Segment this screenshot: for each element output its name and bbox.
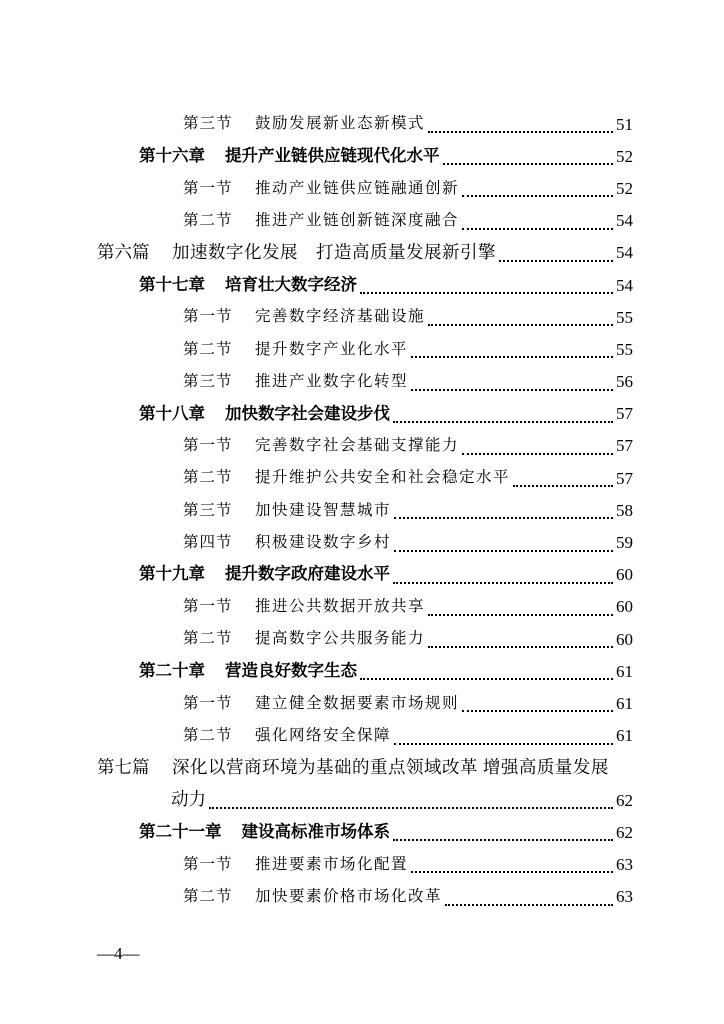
dot-leader (428, 602, 613, 616)
toc-entry-page: 61 (616, 726, 633, 746)
toc-entry-number: 第十六章 (139, 146, 205, 166)
toc-entry-number: 第十八章 (139, 403, 205, 423)
toc-entry-number: 第六篇 (97, 242, 150, 263)
dot-leader (394, 505, 613, 519)
toc-entry-page: 63 (616, 854, 633, 874)
toc-entry-number: 第三节 (183, 500, 233, 519)
toc-entry-section[interactable] (0, 333, 724, 365)
toc-entry-page: 61 (616, 661, 633, 681)
toc-entry-number: 第一节 (183, 436, 233, 455)
toc-entry-section[interactable] (0, 526, 724, 558)
toc-entry-page: 57 (616, 404, 633, 424)
dot-leader (393, 827, 613, 841)
toc-entry-chapter[interactable] (0, 398, 724, 430)
toc-entry-section[interactable] (0, 623, 724, 655)
toc-entry-section[interactable] (0, 430, 724, 462)
toc-entry-title: 鼓励发展新业态新模式 (255, 114, 426, 133)
dot-leader (513, 473, 613, 487)
toc-entry-page: 62 (616, 790, 633, 810)
toc-entry-page: 62 (616, 822, 633, 842)
toc-entry-part[interactable] (0, 237, 724, 269)
toc-entry-number: 第二节 (183, 886, 233, 905)
toc-entry-section[interactable] (0, 462, 724, 494)
toc-entry-title: 加快数字社会建设步伐 (225, 403, 390, 423)
dot-leader (462, 441, 613, 455)
toc-entry-continuation[interactable] (0, 784, 724, 816)
toc-entry-section[interactable] (0, 881, 724, 913)
toc-entry-page: 55 (616, 339, 633, 359)
dot-leader (360, 280, 613, 294)
toc-entry-title: 加速数字化发展 打造高质量发展新引擎 (172, 242, 496, 263)
dot-leader (393, 570, 613, 584)
toc-entry-page: 52 (616, 146, 633, 166)
toc-entry-chapter[interactable] (0, 559, 724, 591)
toc-entry-title: 提升产业链供应链现代化水平 (225, 146, 440, 166)
toc-entry-section[interactable] (0, 172, 724, 204)
toc-entry-page: 61 (616, 693, 633, 713)
dot-leader (411, 377, 613, 391)
toc-entry-page: 52 (616, 178, 633, 198)
dot-leader (393, 409, 613, 423)
toc-entry-number: 第二节 (183, 725, 233, 744)
dot-leader (394, 731, 613, 745)
dot-leader (462, 698, 613, 712)
toc-entry-title: 营造良好数字生态 (225, 661, 357, 681)
toc-entry-page: 55 (616, 307, 633, 327)
toc-entry-title: 提升数字产业化水平 (255, 339, 409, 358)
toc-entry-title: 推进产业链创新链深度融合 (255, 210, 460, 229)
toc-entry-section[interactable] (0, 108, 724, 140)
dot-leader (428, 634, 613, 648)
toc-entry-title: 培育壮大数字经济 (225, 274, 357, 294)
toc-entry-section[interactable] (0, 687, 724, 719)
toc-entry-number: 第一节 (183, 693, 233, 712)
toc-entry-number: 第一节 (183, 307, 233, 326)
dot-leader (411, 859, 613, 873)
toc-entry-title: 推进产业数字化转型 (255, 371, 409, 390)
toc-entry-page: 59 (616, 533, 633, 553)
toc-entry-page: 54 (616, 275, 633, 295)
toc-entry-number: 第一节 (183, 854, 233, 873)
toc-entry-section[interactable] (0, 720, 724, 752)
toc-entry-section[interactable] (0, 366, 724, 398)
toc-entry-number: 第四节 (183, 532, 233, 551)
toc-entry-number: 第二节 (183, 339, 233, 358)
dot-leader (499, 248, 613, 262)
toc-entry-page: 54 (616, 243, 633, 263)
dot-leader (462, 183, 613, 197)
toc-entry-title: 提升维护公共安全和社会稳定水平 (255, 468, 511, 487)
toc-entry-page: 60 (616, 597, 633, 617)
toc-entry-section[interactable] (0, 205, 724, 237)
toc-entry-chapter[interactable] (0, 816, 724, 848)
toc-entry-title: 深化以营商环境为基础的重点领域改革 增强高质量发展 (172, 757, 609, 778)
toc-entry-title: 动力 (171, 789, 206, 810)
toc-entry-number: 第二节 (183, 629, 233, 648)
toc-entry-title: 积极建设数字乡村 (255, 532, 392, 551)
dot-leader (394, 538, 613, 552)
toc-entry-number: 第二节 (183, 468, 233, 487)
toc-entry-title: 加快要素价格市场化改革 (255, 886, 443, 905)
dot-leader (462, 216, 613, 230)
toc-entry-number: 第一节 (183, 178, 233, 197)
dot-leader (428, 119, 613, 133)
dot-leader (428, 312, 613, 326)
toc-entry-number: 第七篇 (97, 757, 150, 778)
dot-leader (443, 151, 614, 165)
dot-leader (411, 344, 613, 358)
toc-entry-section[interactable] (0, 494, 724, 526)
toc-entry-page: 51 (616, 114, 633, 134)
toc-entry-section[interactable] (0, 848, 724, 880)
toc-entry-title: 推动产业链供应链融通创新 (255, 178, 460, 197)
toc-entry-number: 第二节 (183, 210, 233, 229)
toc-entry-page: 60 (616, 565, 633, 585)
toc-entry-title: 建设高标准市场体系 (241, 821, 390, 841)
toc-entry-title: 推进要素市场化配置 (255, 854, 409, 873)
toc-entry-section[interactable] (0, 591, 724, 623)
toc-entry-section[interactable] (0, 301, 724, 333)
toc-entry-number: 第十九章 (139, 564, 205, 584)
toc-entry-title: 提升数字政府建设水平 (225, 564, 390, 584)
toc-entry-number: 第二十一章 (139, 821, 222, 841)
toc-entry-page: 57 (616, 436, 633, 456)
page-number: —4— (97, 944, 140, 963)
toc-entry-number: 第十七章 (139, 274, 205, 294)
dot-leader (445, 892, 613, 906)
toc-entry-part[interactable] (0, 752, 724, 784)
toc-entry-page: 60 (616, 629, 633, 649)
table-of-contents (0, 108, 724, 913)
toc-entry-number: 第二十章 (139, 661, 205, 681)
toc-entry-chapter[interactable] (0, 269, 724, 301)
toc-entry-number: 第三节 (183, 114, 233, 133)
toc-entry-page: 58 (616, 500, 633, 520)
dot-leader (209, 795, 613, 809)
toc-entry-number: 第一节 (183, 597, 233, 616)
toc-entry-page: 63 (616, 887, 633, 907)
toc-entry-title: 完善数字经济基础设施 (255, 307, 426, 326)
toc-entry-title: 强化网络安全保障 (255, 725, 392, 744)
toc-entry-chapter[interactable] (0, 140, 724, 172)
toc-entry-title: 加快建设智慧城市 (255, 500, 392, 519)
toc-entry-title: 提高数字公共服务能力 (255, 629, 426, 648)
toc-entry-page: 56 (616, 372, 633, 392)
toc-entry-title: 完善数字社会基础支撑能力 (255, 436, 460, 455)
dot-leader (360, 666, 613, 680)
toc-entry-chapter[interactable] (0, 655, 724, 687)
toc-entry-number: 第三节 (183, 371, 233, 390)
toc-entry-title: 建立健全数据要素市场规则 (255, 693, 460, 712)
toc-entry-title: 推进公共数据开放共享 (255, 597, 426, 616)
toc-entry-page: 54 (616, 211, 633, 231)
toc-entry-page: 57 (616, 468, 633, 488)
